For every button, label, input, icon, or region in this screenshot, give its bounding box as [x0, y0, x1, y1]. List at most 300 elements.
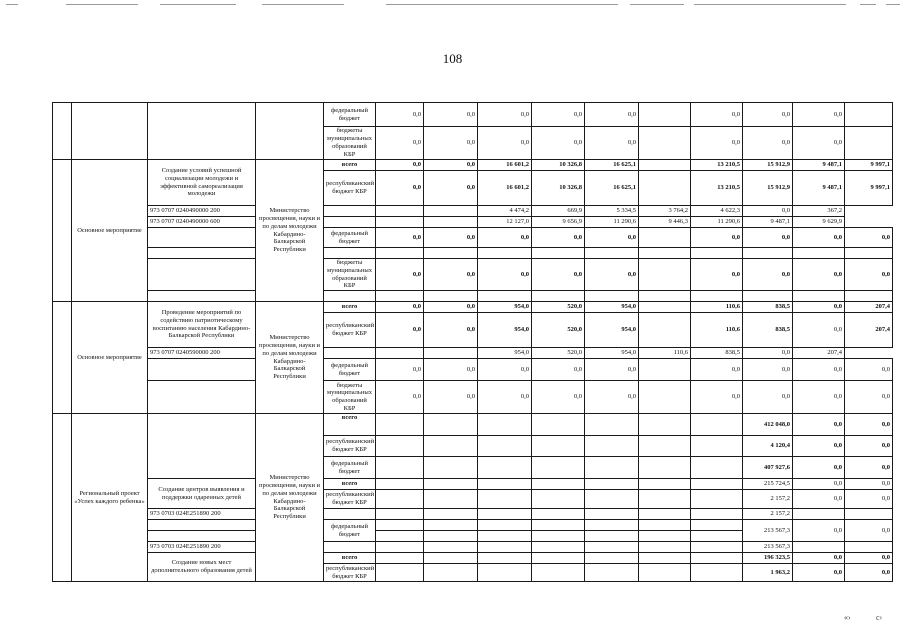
- value-cell: 0,0: [376, 103, 424, 127]
- table-row: [53, 509, 893, 520]
- value-cell: 0,0: [585, 259, 639, 291]
- value-cell: 0,0: [845, 381, 893, 414]
- value-cell: 13 210,5: [691, 160, 743, 171]
- value-cell: 5 334,5: [585, 206, 639, 217]
- empty-cell: [376, 457, 424, 479]
- page-number: 108: [442, 51, 463, 66]
- value-cell: 0,0: [845, 259, 893, 291]
- value-cell: 0,0: [743, 259, 793, 291]
- value-cell: 0,0: [793, 414, 845, 436]
- empty-cell: [691, 531, 743, 542]
- value-cell: 0,0: [532, 228, 585, 248]
- source-label: федеральный бюджет: [324, 359, 376, 381]
- empty-cell: [376, 436, 424, 457]
- value-cell: 0,0: [691, 127, 743, 160]
- value-cell: 0,0: [424, 313, 478, 348]
- value-cell: 0,0: [478, 127, 532, 160]
- empty-cell: [845, 291, 893, 302]
- empty-cell: [639, 359, 691, 381]
- empty-cell: [424, 291, 478, 302]
- empty-cell: [532, 414, 585, 436]
- value-cell: 0,0: [424, 160, 478, 171]
- value-cell: 0,0: [424, 171, 478, 206]
- table-row: [53, 542, 893, 553]
- value-cell: 0,0: [691, 259, 743, 291]
- main-event-label: Основное мероприятие: [72, 160, 148, 302]
- empty-cell: [691, 248, 743, 259]
- value-cell: 9 997,1: [845, 160, 893, 171]
- empty-cell: [743, 248, 793, 259]
- empty-cell: [324, 248, 376, 259]
- value-cell: 2 157,2: [743, 490, 793, 509]
- value-cell: 954,0: [478, 348, 532, 359]
- empty-cell: [376, 553, 424, 564]
- source-label: всего: [324, 160, 376, 171]
- empty-cell: [148, 248, 256, 259]
- value-cell: 15 912,9: [743, 160, 793, 171]
- value-cell: 0,0: [793, 520, 845, 542]
- empty-cell: [639, 457, 691, 479]
- empty-cell: [478, 457, 532, 479]
- table-row: [53, 414, 893, 436]
- empty-cell: [639, 542, 691, 553]
- value-cell: 520,0: [532, 348, 585, 359]
- value-cell: 0,0: [424, 127, 478, 160]
- empty-cell: [585, 542, 639, 553]
- empty-cell: [639, 553, 691, 564]
- empty-cell: [424, 542, 478, 553]
- empty-cell: [793, 291, 845, 302]
- event-name: Создание условий успешной социализации молодежи и эффективной самореализация молодежи: [148, 160, 256, 206]
- empty-cell: [639, 259, 691, 291]
- source-label: всего: [324, 302, 376, 313]
- empty-cell: [478, 248, 532, 259]
- value-cell: 0,0: [532, 103, 585, 127]
- source-label: бюджеты муниципальных образований КБР: [324, 259, 376, 291]
- empty-cell: [793, 542, 845, 553]
- value-cell: 0,0: [691, 381, 743, 414]
- value-cell: 0,0: [585, 103, 639, 127]
- empty-cell: [148, 259, 256, 291]
- empty-cell: [691, 457, 743, 479]
- value-cell: 10 326,8: [532, 160, 585, 171]
- value-cell: 0,0: [743, 127, 793, 160]
- empty-cell: [639, 436, 691, 457]
- value-cell: 0,0: [845, 553, 893, 564]
- value-cell: 0,0: [743, 103, 793, 127]
- value-cell: 16 625,1: [585, 160, 639, 171]
- budget-code: 973 0703 024E251890 200: [148, 542, 256, 553]
- empty-cell: [324, 509, 376, 520]
- empty-cell: [845, 127, 893, 160]
- table-row: [53, 553, 893, 564]
- empty-cell: [585, 531, 639, 542]
- empty-cell: [845, 509, 893, 520]
- value-cell: 838,5: [743, 313, 793, 348]
- table-row: [53, 160, 893, 171]
- table-row: [53, 479, 893, 490]
- table-row: [53, 291, 893, 302]
- value-cell: 669,9: [532, 206, 585, 217]
- value-cell: [424, 348, 478, 359]
- top-rule: [160, 4, 236, 5]
- empty-cell: [72, 103, 148, 160]
- empty-cell: [639, 490, 691, 509]
- value-cell: 207,4: [793, 348, 845, 359]
- empty-cell: [324, 291, 376, 302]
- empty-cell: [639, 479, 691, 490]
- empty-cell: [532, 531, 585, 542]
- value-cell: 0,0: [845, 479, 893, 490]
- value-cell: 0,0: [585, 381, 639, 414]
- value-cell: [424, 217, 478, 228]
- empty-cell: [424, 564, 478, 582]
- value-cell: 110,6: [691, 313, 743, 348]
- event-name: Создание центров выявления и поддержки одаренных детей: [148, 479, 256, 509]
- top-rule: [262, 4, 344, 5]
- empty-cell: [53, 302, 72, 414]
- value-cell: 0,0: [793, 490, 845, 509]
- budget-table: [52, 102, 893, 582]
- source-label: бюджеты муниципальных образований КБР: [324, 127, 376, 160]
- empty-cell: [376, 490, 424, 509]
- empty-cell: [691, 414, 743, 436]
- value-cell: 0,0: [478, 359, 532, 381]
- top-rule: [66, 4, 138, 5]
- value-cell: 0,0: [845, 564, 893, 582]
- empty-cell: [639, 564, 691, 582]
- empty-cell: [639, 103, 691, 127]
- value-cell: 0,0: [691, 359, 743, 381]
- empty-cell: [532, 479, 585, 490]
- value-cell: 0,0: [793, 103, 845, 127]
- value-cell: 0,0: [793, 359, 845, 381]
- value-cell: 0,0: [691, 228, 743, 248]
- empty-cell: [532, 509, 585, 520]
- value-cell: 0,0: [793, 564, 845, 582]
- empty-cell: [532, 291, 585, 302]
- empty-cell: [639, 313, 691, 348]
- empty-cell: [639, 127, 691, 160]
- budget-code: 973 0707 0240490000 200: [148, 206, 256, 217]
- value-cell: 110,6: [691, 302, 743, 313]
- empty-cell: [324, 542, 376, 553]
- empty-cell: [478, 520, 532, 531]
- table-row: [53, 228, 893, 248]
- value-cell: 215 724,5: [743, 479, 793, 490]
- footer-mark: «›: [844, 613, 851, 622]
- value-cell: 0,0: [585, 127, 639, 160]
- source-label: бюджеты муниципальных образований КБР: [324, 381, 376, 414]
- empty-cell: [148, 414, 256, 479]
- empty-cell: [691, 553, 743, 564]
- empty-cell: [478, 291, 532, 302]
- empty-cell: [532, 248, 585, 259]
- table-row: [53, 206, 893, 217]
- value-cell: 838,5: [743, 302, 793, 313]
- value-cell: 12 127,0: [478, 217, 532, 228]
- top-rule: [886, 4, 900, 5]
- empty-cell: [639, 520, 691, 531]
- value-cell: 0,0: [424, 302, 478, 313]
- value-cell: [376, 348, 424, 359]
- budget-code: 973 0707 0240490000 600: [148, 217, 256, 228]
- value-cell: 0,0: [845, 436, 893, 457]
- value-cell: 110,6: [639, 348, 691, 359]
- empty-cell: [256, 103, 324, 160]
- empty-cell: [743, 291, 793, 302]
- empty-cell: [376, 564, 424, 582]
- value-cell: 9 656,9: [532, 217, 585, 228]
- ministry-name: Министерство просвещения, науки и по делам молодежи Кабардино-Балкарской Республики: [256, 160, 324, 302]
- value-cell: 0,0: [691, 103, 743, 127]
- value-cell: 0,0: [424, 359, 478, 381]
- value-cell: 0,0: [793, 259, 845, 291]
- value-cell: 3 764,2: [639, 206, 691, 217]
- empty-cell: [424, 509, 478, 520]
- empty-cell: [478, 509, 532, 520]
- budget-code: 973 0703 024E251890 200: [148, 509, 256, 520]
- value-cell: 0,0: [532, 259, 585, 291]
- empty-cell: [532, 490, 585, 509]
- value-cell: 0,0: [532, 127, 585, 160]
- footer-mark: c›: [876, 613, 883, 622]
- value-cell: 954,0: [585, 313, 639, 348]
- empty-cell: [478, 564, 532, 582]
- value-cell: 0,0: [793, 553, 845, 564]
- value-cell: 9 997,1: [845, 171, 893, 206]
- empty-cell: [376, 509, 424, 520]
- empty-cell: [424, 414, 478, 436]
- value-cell: 0,0: [376, 302, 424, 313]
- value-cell: 0,0: [793, 302, 845, 313]
- value-cell: 16 601,2: [478, 160, 532, 171]
- value-cell: 0,0: [478, 103, 532, 127]
- value-cell: 0,0: [376, 381, 424, 414]
- source-label: федеральный бюджет: [324, 457, 376, 479]
- table-row: [53, 520, 893, 531]
- empty-cell: [585, 479, 639, 490]
- value-cell: 0,0: [424, 228, 478, 248]
- value-cell: 0,0: [478, 381, 532, 414]
- value-cell: 0,0: [376, 127, 424, 160]
- value-cell: 10 326,8: [532, 171, 585, 206]
- empty-cell: [424, 531, 478, 542]
- ministry-name: Министерство просвещения, науки и по делам молодежи Кабардино-Балкарской Республики: [256, 414, 324, 582]
- empty-cell: [532, 457, 585, 479]
- value-cell: 0,0: [793, 479, 845, 490]
- value-cell: 0,0: [743, 348, 793, 359]
- value-cell: 0,0: [424, 259, 478, 291]
- empty-cell: [478, 542, 532, 553]
- value-cell: 954,0: [585, 302, 639, 313]
- value-cell: 954,0: [478, 302, 532, 313]
- top-rule: [6, 4, 18, 5]
- empty-cell: [148, 359, 256, 381]
- value-cell: 16 625,1: [585, 171, 639, 206]
- table-row: [53, 217, 893, 228]
- value-cell: 0,0: [845, 228, 893, 248]
- empty-cell: [639, 248, 691, 259]
- table-row: [53, 359, 893, 381]
- empty-cell: [691, 291, 743, 302]
- value-cell: 0,0: [376, 359, 424, 381]
- empty-cell: [532, 520, 585, 531]
- value-cell: 9 629,9: [793, 217, 845, 228]
- source-label: республиканский бюджет КБР: [324, 313, 376, 348]
- value-cell: 0,0: [532, 359, 585, 381]
- empty-cell: [639, 171, 691, 206]
- value-cell: 4 622,3: [691, 206, 743, 217]
- empty-cell: [585, 436, 639, 457]
- empty-cell: [148, 291, 256, 302]
- value-cell: 213 567,3: [743, 520, 793, 542]
- empty-cell: [148, 103, 256, 160]
- empty-cell: [376, 414, 424, 436]
- value-cell: 207,4: [845, 313, 893, 348]
- empty-cell: [478, 553, 532, 564]
- value-cell: 0,0: [845, 520, 893, 542]
- empty-cell: [324, 206, 376, 217]
- empty-cell: [639, 531, 691, 542]
- empty-cell: [585, 414, 639, 436]
- empty-cell: [376, 248, 424, 259]
- value-cell: 520,0: [532, 302, 585, 313]
- value-cell: 0,0: [478, 259, 532, 291]
- empty-cell: [478, 531, 532, 542]
- value-cell: 9 446,3: [639, 217, 691, 228]
- table-row: [53, 302, 893, 313]
- empty-cell: [639, 509, 691, 520]
- empty-cell: [585, 248, 639, 259]
- empty-cell: [585, 291, 639, 302]
- value-cell: 0,0: [743, 359, 793, 381]
- empty-cell: [148, 520, 256, 531]
- value-cell: 196 323,5: [743, 553, 793, 564]
- table-row: [53, 259, 893, 291]
- empty-cell: [532, 436, 585, 457]
- value-cell: 0,0: [424, 103, 478, 127]
- top-rule: [630, 4, 684, 5]
- empty-cell: [376, 479, 424, 490]
- value-cell: 0,0: [376, 313, 424, 348]
- empty-cell: [376, 531, 424, 542]
- empty-cell: [691, 490, 743, 509]
- value-cell: 9 487,1: [743, 217, 793, 228]
- empty-cell: [478, 436, 532, 457]
- empty-cell: [585, 490, 639, 509]
- budget-code: 973 0707 0240590000 200: [148, 348, 256, 359]
- value-cell: 0,0: [743, 228, 793, 248]
- value-cell: 0,0: [478, 228, 532, 248]
- empty-cell: [845, 103, 893, 127]
- empty-cell: [793, 509, 845, 520]
- value-cell: 0,0: [845, 414, 893, 436]
- empty-cell: [585, 520, 639, 531]
- empty-cell: [585, 457, 639, 479]
- empty-cell: [639, 228, 691, 248]
- table-row: [53, 348, 893, 359]
- value-cell: 0,0: [793, 313, 845, 348]
- source-label: всего: [324, 479, 376, 490]
- empty-cell: [424, 436, 478, 457]
- empty-cell: [793, 248, 845, 259]
- empty-cell: [532, 542, 585, 553]
- empty-cell: [532, 553, 585, 564]
- value-cell: 0,0: [793, 228, 845, 248]
- source-label: всего: [324, 553, 376, 564]
- value-cell: 207,4: [845, 302, 893, 313]
- value-cell: [376, 206, 424, 217]
- value-cell: 1 963,2: [743, 564, 793, 582]
- value-cell: 0,0: [793, 457, 845, 479]
- empty-cell: [639, 291, 691, 302]
- ministry-name: Министерство просвещения, науки и по делам молодежи Кабардино-Балкарской Республики: [256, 302, 324, 414]
- empty-cell: [639, 414, 691, 436]
- top-rule: [386, 4, 618, 5]
- top-rule: [860, 4, 876, 5]
- empty-cell: [53, 103, 72, 160]
- value-cell: 0,0: [376, 228, 424, 248]
- empty-cell: [424, 248, 478, 259]
- empty-cell: [376, 520, 424, 531]
- source-label: республиканский бюджет КБР: [324, 564, 376, 582]
- empty-cell: [585, 553, 639, 564]
- empty-cell: [324, 348, 376, 359]
- empty-cell: [639, 381, 691, 414]
- value-cell: 367,2: [793, 206, 845, 217]
- empty-cell: [478, 479, 532, 490]
- value-cell: 954,0: [478, 313, 532, 348]
- empty-cell: [376, 291, 424, 302]
- value-cell: 0,0: [845, 490, 893, 509]
- source-label: всего: [324, 414, 376, 436]
- empty-cell: [691, 564, 743, 582]
- value-cell: 16 601,2: [478, 171, 532, 206]
- empty-cell: [424, 490, 478, 509]
- value-cell: 0,0: [376, 259, 424, 291]
- value-cell: 0,0: [793, 381, 845, 414]
- empty-cell: [691, 436, 743, 457]
- empty-cell: [53, 160, 72, 302]
- main-event-label: Основное мероприятие: [72, 302, 148, 414]
- table-row: [53, 381, 893, 414]
- value-cell: 11 290,6: [691, 217, 743, 228]
- regional-project-label: Региональный проект «Успех каждого ребенка»: [72, 414, 148, 582]
- empty-cell: [478, 414, 532, 436]
- value-cell: 0,0: [585, 359, 639, 381]
- empty-cell: [424, 553, 478, 564]
- value-cell: 13 210,5: [691, 171, 743, 206]
- empty-cell: [324, 217, 376, 228]
- source-label: федеральный бюджет: [324, 103, 376, 127]
- value-cell: 9 487,1: [793, 171, 845, 206]
- value-cell: [376, 217, 424, 228]
- value-cell: 15 912,9: [743, 171, 793, 206]
- table-row: [53, 248, 893, 259]
- empty-cell: [424, 479, 478, 490]
- value-cell: 0,0: [793, 127, 845, 160]
- value-cell: 0,0: [793, 436, 845, 457]
- empty-cell: [148, 228, 256, 248]
- source-label: федеральный бюджет: [324, 228, 376, 248]
- value-cell: 0,0: [424, 381, 478, 414]
- source-label: федеральный бюджет: [324, 520, 376, 542]
- value-cell: 407 927,6: [743, 457, 793, 479]
- empty-cell: [691, 509, 743, 520]
- value-cell: 9 487,1: [793, 160, 845, 171]
- empty-cell: [691, 542, 743, 553]
